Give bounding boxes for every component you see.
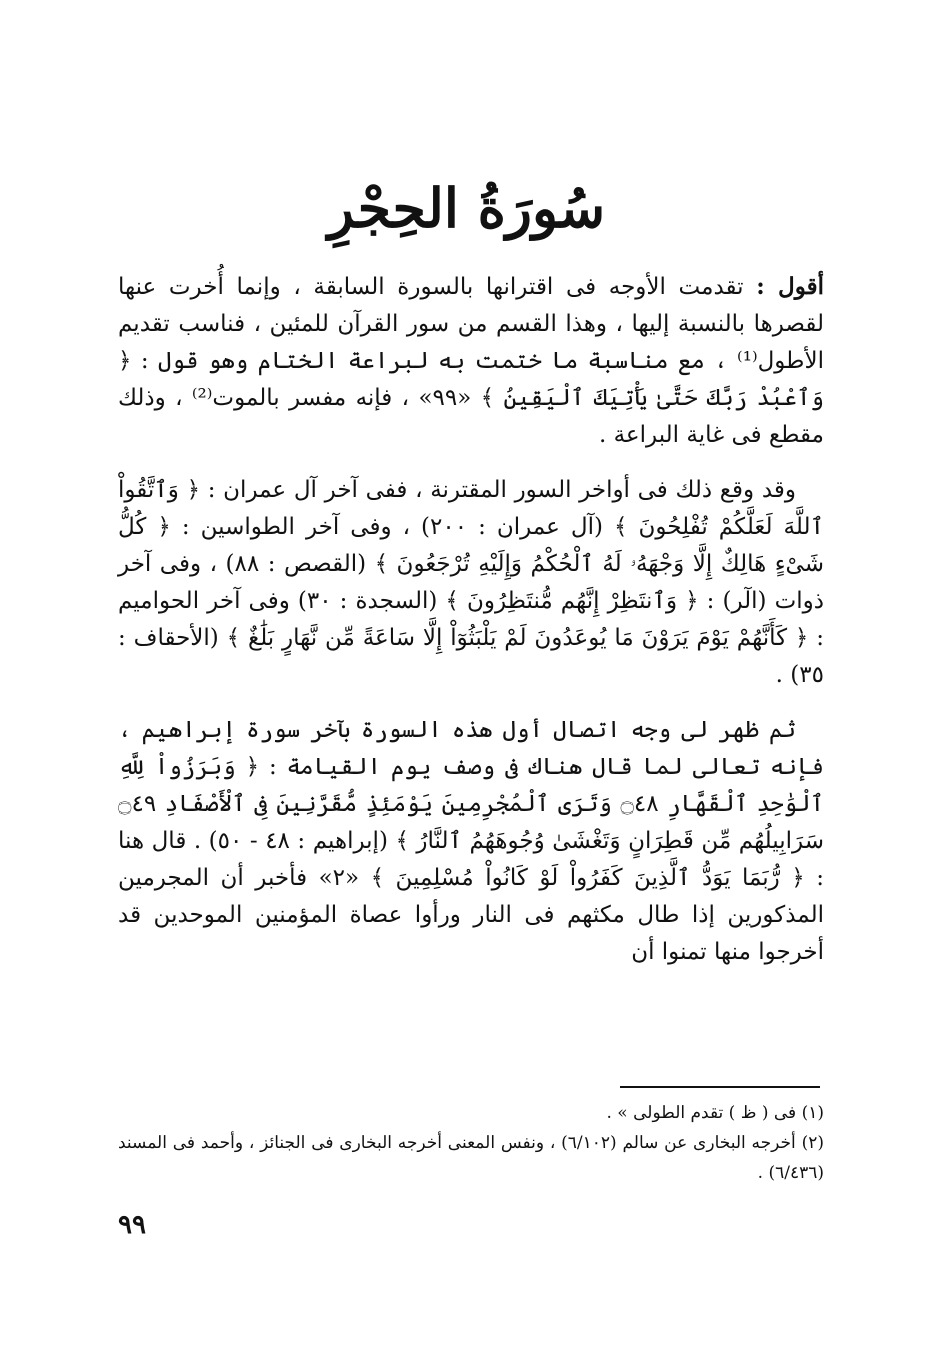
paragraph-3 [118,712,824,971]
paragraph-text: تقدمت الأوجه فى اقترانها بالسورة السابقة ، وإنما أُخرت عنها لقصرها بالنسبة إليها ، وهذا القسم من سور القرآن للمئين ، فناسب تقديم الأطول⁽¹⁾ ، مع مناسبة ما ختمت به لبراعة الختام وهو قول : ﴿ وَٱعْبُدْ رَبَّكَ حَتَّىٰ يَأْتِيَكَ ٱلْيَقِينُ ﴾ «٩٩» ، فإنه مفسر بالموت⁽²⁾ ، وذلك مقطع فى غاية البراعة . [118,274,824,448]
body-text [118,268,824,989]
paragraph-2 [118,472,824,694]
paragraph-text: ثم ظهر لى وجه اتصال أول هذه السورة بآخر سورة إبراهيم ، فإنه تعالى لما قال هناك فى وصف يوم القيامة : ﴿ وَبَرَزُواْ لِلَّهِ ٱلْوَٰحِدِ ٱلْقَهَّارِ ۝٤٨ وَتَرَى ٱلْمُجْرِمِينَ يَوْمَئِذٍ مُّقَرَّنِينَ فِى ٱلْأَصْفَادِ ۝٤٩ سَرَابِيلُهُم مِّن قَطِرَانٍ وَتَغْشَىٰ وُجُوهَهُمُ ٱلنَّارُ ﴾ (إبراهيم : ٤٨ - ٥٠) . قال هنا : ﴿ رُّبَمَا يَوَدُّ ٱلَّذِينَ كَفَرُواْ لَوْ كَانُواْ مُسْلِمِينَ ﴾ «٢» فأخبر أن المجرمين المذكورين إذا طال مكثهم فى النار ورأوا عصاة المؤمنين الموحدين قد أخرجوا منها تمنوا أن [118,717,824,965]
paragraph-1 [118,268,824,454]
surah-title: سُورَةُ الحِجْرِ [327,176,606,240]
paragraph-lead: أقول : [756,273,824,300]
footnote-2: (٢) أخرجه البخارى عن سالم (٦/١٠٢) ، ونفس المعنى أخرجه البخارى فى الجنائز ، وأحمد فى المسند (٦/٤٣٦) . [118,1133,824,1183]
footnotes [118,1098,824,1188]
footnote-1: (١) فى ( ظ ) تقدم الطولى » . [606,1103,824,1123]
paragraph-text: وقد وقع ذلك فى أواخر السور المقترنة ، ففى آخر آل عمران : ﴿ وَٱتَّقُواْ ٱللَّهَ لَعَلَّكُمْ تُفْلِحُونَ ﴾ (آل عمران : ٢٠٠) ، وفى آخر الطواسين : ﴿ كُلُّ شَىْءٍ هَالِكٌ إِلَّا وَجْهَهُۥ لَهُ ٱلْحُكْمُ وَإِلَيْهِ تُرْجَعُونَ ﴾ (القصص : ٨٨) ، وفى آخر ذوات (الٓر) : ﴿ وَٱنتَظِرْ إِنَّهُم مُّنتَظِرُونَ ﴾ (السجدة : ٣٠) وفى آخر الحواميم : ﴿ كَأَنَّهُمْ يَوْمَ يَرَوْنَ مَا يُوعَدُونَ لَمْ يَلْبَثُوٓاْ إِلَّا سَاعَةً مِّن نَّهَارٍ بَلَٰغٌ ﴾ (الأحقاف : ٣٥) . [118,477,824,688]
footnote-divider [620,1086,820,1088]
page-number: ٩٩ [118,1210,146,1240]
